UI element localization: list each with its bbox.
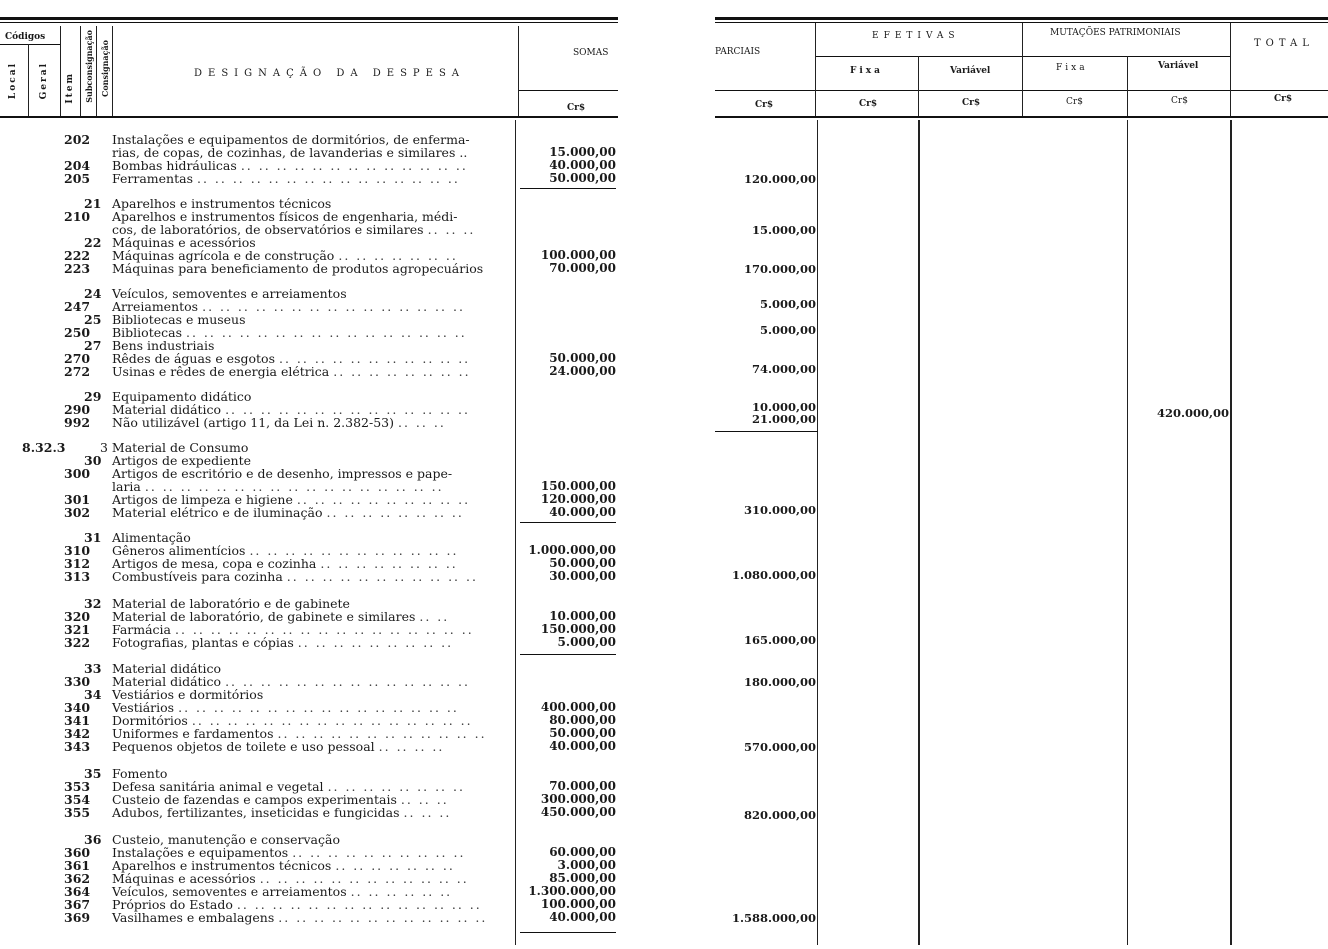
expense-amount: 50.000,00 (549, 726, 616, 740)
expense-code: 322 (64, 635, 91, 650)
expense-amount: 70.000,00 (549, 779, 616, 793)
expense-amount: 80.000,00 (549, 713, 616, 727)
parcial-value: 5.000,00 (759, 323, 816, 337)
expense-description (112, 740, 444, 753)
expense-code: 250 (64, 325, 91, 340)
expense-code: 310 (64, 543, 91, 558)
expense-description-text: Não utilizável (artigo 11, da Lei n. 2.382-53) (112, 415, 394, 430)
leader-dots: .. .. .. .. .. .. .. .. .. .. .. (279, 351, 471, 366)
expense-amount: 120.000,00 (540, 492, 616, 506)
expense-description-text: Usinas e rêdes de energia elétrica (112, 364, 330, 379)
leader-dots: .. .. .. .. .. .. .. .. .. .. .. .. .. (240, 158, 468, 173)
leader-dots: .. .. .. (400, 792, 449, 807)
expense-code: 32 (84, 596, 102, 611)
expense-description-text: Custeio, manutenção e conservação (112, 832, 340, 847)
expense-description-text: Aparelhos e instrumentos técnicos (112, 858, 332, 873)
parcial-value: 170.000,00 (743, 262, 816, 276)
expense-code: 321 (64, 622, 91, 637)
parcial-value: 1.080.000,00 (731, 568, 816, 582)
table-row (0, 416, 616, 429)
expense-description-text: Pequenos objetos de toilete e uso pessoal (112, 739, 375, 754)
expense-code: 320 (64, 609, 91, 624)
leader-dots: .. .. .. .. .. .. .. .. .. .. .. .. .. .. .. .. .. (175, 622, 474, 637)
expense-amount: 85.000,00 (549, 871, 616, 885)
expense-code: 270 (64, 351, 91, 366)
header-codigos: Códigos (5, 32, 46, 42)
expense-code: 247 (64, 299, 91, 314)
expense-description-text: Aparelhos e instrumentos físicos de engenharia, médi- (112, 209, 458, 224)
expense-code: 355 (64, 805, 91, 820)
expense-description-text: Custeio de fazendas e campos experimentais (112, 792, 397, 807)
table-row (0, 506, 616, 519)
expense-description (112, 262, 483, 275)
expense-description-text: Alimentação (112, 530, 191, 545)
parcial-value: 310.000,00 (743, 503, 816, 517)
expense-description-text: Gêneros alimentícios (112, 543, 246, 558)
header-consignacao: Consignação (100, 40, 110, 98)
expense-code: 362 (64, 871, 91, 886)
leader-dots: .. .. .. .. .. .. .. .. .. .. .. .. .. .. (236, 897, 482, 912)
header-efetivas-variavel: Variável (950, 66, 991, 76)
header-local: Local (8, 62, 18, 100)
header-item: Item (65, 72, 75, 104)
mutacoes-variavel-value: 420.000,00 (1156, 406, 1229, 420)
expense-code: 223 (64, 261, 91, 276)
expense-code: 360 (64, 845, 91, 860)
parcial-value: 1.588.000,00 (731, 911, 816, 925)
table-row (0, 570, 616, 583)
leader-dots: .. .. .. .. .. .. .. .. .. .. .. .. .. .. .. .. (186, 325, 467, 340)
expense-code: 300 (64, 466, 91, 481)
expense-amount: 40.000,00 (549, 739, 616, 753)
expense-description-text: Próprios do Estado (112, 897, 233, 912)
expense-code: 301 (64, 492, 91, 507)
header-parciais: PARCIAIS (715, 47, 761, 57)
currency-efetivas-variavel: Cr$ (962, 98, 981, 108)
expense-code: 364 (64, 884, 91, 899)
expense-description-text: Defesa sanitária animal e vegetal (112, 779, 324, 794)
leader-dots: .. .. .. (403, 805, 452, 820)
parcial-value: 120.000,00 (743, 172, 816, 186)
header-mutacoes-fixa: Fixa (1056, 63, 1088, 73)
expense-description-text: Veículos, semoventes e arreiamentos (112, 286, 347, 301)
expense-description-text: Aparelhos e instrumentos técnicos (112, 196, 332, 211)
expense-code: 302 (64, 505, 91, 520)
expense-amount: 40.000,00 (549, 910, 616, 924)
currency-mutacoes-fixa: Cr$ (1066, 97, 1083, 107)
expense-code: 30 (84, 453, 102, 468)
leader-dots: .. .. .. .. .. .. .. .. .. .. .. .. (277, 726, 487, 741)
leader-dots: .. .. .. .. (378, 739, 445, 754)
expense-description-text: Vasilhames e embalagens (112, 910, 275, 925)
expense-description (112, 911, 487, 924)
leader-dots: .. .. .. .. .. .. .. .. .. .. .. .. .. .. .. .. (191, 713, 473, 728)
expense-amount: 300.000,00 (540, 792, 616, 806)
expense-description-text: Instalações e equipamentos (112, 845, 289, 860)
expense-code: 330 (64, 674, 91, 689)
leader-dots: .. .. .. .. .. .. .. .. .. .. .. .. .. .. .. (196, 171, 460, 186)
parcial-value: 21.000,00 (751, 412, 816, 426)
leader-dots: .. .. .. .. .. .. .. .. .. (297, 635, 454, 650)
expense-description-text: rias, de copas, de cozinhas, de lavanderias e similares .. (112, 145, 468, 160)
expense-description-text: Equipamento didático (112, 389, 252, 404)
expense-description-text: Fomento (112, 766, 168, 781)
expense-description (112, 172, 460, 185)
expense-description-text: Máquinas e acessórios (112, 235, 256, 250)
table-row (0, 172, 616, 185)
table-row (0, 262, 616, 275)
expense-amount: 50.000,00 (549, 171, 616, 185)
expense-description-text: Material de laboratório e de gabinete (112, 596, 350, 611)
expense-amount: 70.000,00 (549, 261, 616, 275)
expense-description-text: Máquinas e acessórios (112, 871, 256, 886)
header-mutacoes-variavel: Variável (1158, 61, 1199, 71)
expense-description-text: cos, de laboratórios, de observatórios e similares (112, 222, 424, 237)
expense-code: 35 (84, 766, 102, 781)
expense-code: 21 (84, 196, 102, 211)
expense-code: 24 (84, 286, 102, 301)
leader-dots: .. .. .. .. .. .. .. .. (320, 556, 458, 571)
expense-code: 290 (64, 402, 91, 417)
expense-description-text: Rêdes de águas e esgotos (112, 351, 275, 366)
parcial-value: 165.000,00 (743, 633, 816, 647)
expense-description-text: Artigos de escritório e de desenho, impressos e pape- (112, 466, 453, 481)
expense-code: 313 (64, 569, 91, 584)
leader-dots: .. .. .. .. .. .. .. .. .. .. .. .. (259, 871, 469, 886)
left-page (0, 0, 625, 949)
expense-description-text: Fotografias, plantas e cópias (112, 635, 294, 650)
leader-dots: .. .. .. .. .. .. .. .. .. .. .. .. .. .. .. .. .. (144, 479, 444, 494)
expense-code: 204 (64, 158, 91, 173)
expense-description-text: Arreiamentos (112, 299, 199, 314)
expense-code: 369 (64, 910, 91, 925)
expense-description-text: Material de laboratório, de gabinete e similares (112, 609, 416, 624)
header-efetivas-fixa: Fixa (850, 66, 884, 76)
header-mutacoes: MUTAÇÕES PATRIMONIAIS (1050, 28, 1181, 38)
table-row (0, 636, 616, 649)
expense-amount: 150.000,00 (540, 622, 616, 636)
leader-dots: .. .. .. .. .. .. (350, 884, 453, 899)
header-somas: SOMAS (573, 48, 609, 58)
parcial-value: 5.000,00 (759, 297, 816, 311)
table-row (0, 806, 616, 819)
expense-description-text: Bibliotecas (112, 325, 182, 340)
expense-code: 353 (64, 779, 91, 794)
expense-amount: 40.000,00 (549, 505, 616, 519)
expense-amount: 450.000,00 (540, 805, 616, 819)
expense-code: 992 (64, 415, 91, 430)
leader-dots: .. .. .. .. .. .. .. (338, 248, 458, 263)
expense-description-text: Material elétrico e de iluminação (112, 505, 323, 520)
expense-amount: 50.000,00 (549, 556, 616, 570)
expense-description-text: Artigos de limpeza e higiene (112, 492, 293, 507)
leader-dots: .. .. .. .. .. .. .. .. .. .. .. .. .. .. .. (202, 299, 465, 314)
expense-description-text: Bens industriais (112, 338, 215, 353)
expense-code: 25 (84, 312, 102, 327)
expense-code: 342 (64, 726, 91, 741)
header-geral: Geral (39, 62, 49, 100)
expense-amount: 5.000,00 (557, 635, 616, 649)
expense-code: 343 (64, 739, 91, 754)
expense-amount: 100.000,00 (540, 248, 616, 262)
leader-dots: .. .. .. .. .. .. .. .. .. .. (296, 492, 471, 507)
leader-dots: .. .. .. .. .. .. .. .. .. .. (292, 845, 466, 860)
expense-description-text: Ferramentas (112, 171, 193, 186)
expense-code: 354 (64, 792, 91, 807)
leader-dots: .. .. .. .. .. .. .. .. .. .. .. .. .. .. (225, 674, 470, 689)
parcial-value: 570.000,00 (743, 740, 816, 754)
expense-description (112, 365, 471, 378)
table-row (0, 740, 616, 753)
leader-dots: .. .. (419, 609, 450, 624)
expense-description (112, 636, 453, 649)
leader-dots: .. .. .. .. .. .. .. .. (327, 779, 465, 794)
parcial-value: 15.000,00 (751, 223, 816, 237)
expense-description-text: Artigos de expediente (112, 453, 252, 468)
expense-description-text: Veículos, semoventes e arreiamentos (112, 884, 347, 899)
header-efetivas: EFETIVAS (872, 31, 960, 41)
expense-code: 29 (84, 389, 102, 404)
expense-code: 36 (84, 832, 102, 847)
expense-code: 205 (64, 171, 91, 186)
expense-code: 272 (64, 364, 91, 379)
expense-code: 341 (64, 713, 91, 728)
expense-description-text: Máquinas agrícola e de construção (112, 248, 335, 263)
expense-amount: 150.000,00 (540, 479, 616, 493)
expense-code: 33 (84, 661, 102, 676)
expense-description-text: Vestiários (112, 700, 175, 715)
table-row (0, 365, 616, 378)
expense-description-text: Bombas hidráulicas (112, 158, 237, 173)
expense-description-text: Instalações e equipamentos de dormitórios, de enferma- (112, 132, 470, 147)
expense-amount: 50.000,00 (549, 351, 616, 365)
header-designacao: DESIGNAÇÃO DA DESPESA (194, 68, 466, 79)
expense-description-text: Máquinas para beneficiamento de produtos agropecuários (112, 261, 484, 276)
expense-amount: 100.000,00 (540, 897, 616, 911)
expense-description-text: Vestiários e dormitórios (112, 687, 264, 702)
leader-dots: .. .. .. .. .. .. .. .. .. .. .. .. .. .. (225, 402, 470, 417)
expense-code: 367 (64, 897, 91, 912)
expense-description (112, 416, 446, 429)
leader-dots: .. .. .. .. .. .. .. .. (333, 364, 471, 379)
expense-description-text: Material didático (112, 674, 222, 689)
currency-parciais: Cr$ (755, 100, 774, 110)
expense-code: 22 (84, 235, 102, 250)
expense-description-text: 3 Material de Consumo (100, 440, 249, 455)
expense-amount: 400.000,00 (540, 700, 616, 714)
table-row (0, 911, 616, 924)
expense-code: 202 (64, 132, 91, 147)
expense-description-text: Bibliotecas e museus (112, 312, 246, 327)
header-somas-currency: Cr$ (567, 103, 586, 113)
currency-mutacoes-variavel: Cr$ (1171, 96, 1188, 106)
leader-dots: .. .. .. (398, 415, 446, 430)
expense-description (112, 570, 478, 583)
leader-dots: .. .. .. .. .. .. .. (335, 858, 455, 873)
expense-description (112, 506, 464, 519)
parcial-value: 10.000,00 (751, 400, 816, 414)
expense-amount: 30.000,00 (549, 569, 616, 583)
expense-description-text: Uniformes e fardamentos (112, 726, 274, 741)
expense-amount: 1.300.000,00 (528, 884, 616, 898)
leader-dots: .. .. .. .. .. .. .. .. .. .. .. .. (278, 910, 488, 925)
expense-description-text: laria (112, 479, 141, 494)
currency-total: Cr$ (1274, 94, 1293, 104)
expense-amount: 3.000,00 (557, 858, 616, 872)
expense-description-text: Combustíveis para cozinha (112, 569, 283, 584)
parcial-value: 74.000,00 (751, 362, 816, 376)
expense-code: 361 (64, 858, 91, 873)
expense-description-text: Artigos de mesa, copa e cozinha (112, 556, 317, 571)
parcial-value: 180.000,00 (743, 675, 816, 689)
expense-description-text: Material didático (112, 402, 222, 417)
expense-code: 34 (84, 687, 102, 702)
expense-code: 340 (64, 700, 91, 715)
expense-code: 27 (84, 338, 102, 353)
parciais-column (700, 0, 1328, 949)
parcial-value: 820.000,00 (743, 808, 816, 822)
expense-code: 210 (64, 209, 91, 224)
expense-amount: 1.000.000,00 (528, 543, 616, 557)
currency-efetivas-fixa: Cr$ (859, 99, 878, 109)
expense-amount: 15.000,00 (549, 145, 616, 159)
leader-dots: .. .. .. (427, 222, 476, 237)
expense-code: 312 (64, 556, 91, 571)
header-total: TOTAL (1254, 38, 1314, 49)
expense-amount: 10.000,00 (549, 609, 616, 623)
expense-code: 31 (84, 530, 102, 545)
expense-code: 8.32.3 (22, 440, 66, 455)
expense-description-text: Adubos, fertilizantes, inseticidas e fungicidas (112, 805, 400, 820)
leader-dots: .. .. .. .. .. .. .. .. .. .. .. .. .. .. .. .. (178, 700, 459, 715)
right-page (700, 0, 1328, 949)
expense-description (112, 806, 451, 819)
expense-code: 222 (64, 248, 91, 263)
expense-amount: 40.000,00 (549, 158, 616, 172)
leader-dots: .. .. .. .. .. .. .. .. .. .. .. .. (249, 543, 459, 558)
expense-amount: 24.000,00 (549, 364, 616, 378)
expense-amount: 60.000,00 (549, 845, 616, 859)
expense-description-text: Material didático (112, 661, 222, 676)
leader-dots: .. .. .. .. .. .. .. .. (326, 505, 464, 520)
expense-description-text: Farmácia (112, 622, 172, 637)
header-subconsignacao: Subconsignação (84, 30, 94, 103)
leader-dots: .. .. .. .. .. .. .. .. .. .. .. (286, 569, 478, 584)
expense-description-text: Dormitórios (112, 713, 188, 728)
expense-table (0, 0, 618, 949)
